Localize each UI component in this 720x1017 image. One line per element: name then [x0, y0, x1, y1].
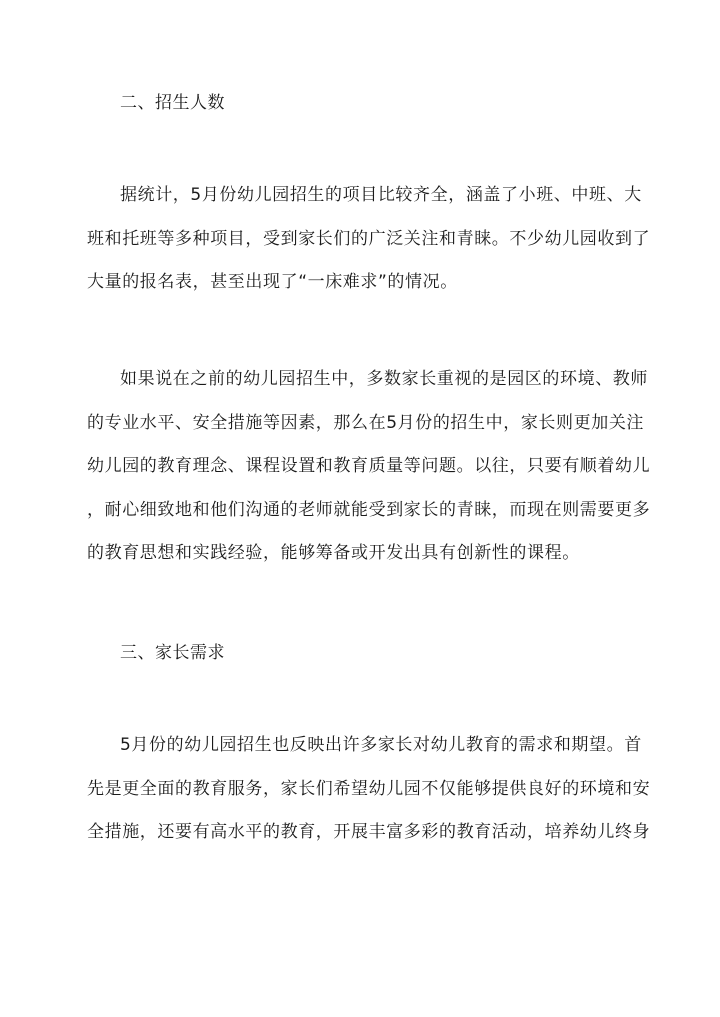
- paragraph-line: 全措施，还要有高水平的教育，开展丰富多彩的教育活动，培养幼儿终身: [87, 822, 651, 842]
- paragraph-line: 5月份的幼儿园招生也反映出许多家长对幼儿教育的需求和期望。首: [120, 735, 642, 755]
- section-heading-parent-needs: 三、家长需求: [120, 643, 225, 663]
- section-heading-enrollment: 二、招生人数: [120, 93, 225, 113]
- paragraph-line: 大量的报名表，甚至出现了“一床难求”的情况。: [87, 272, 458, 292]
- paragraph-line: ，耐心细致地和他们沟通的老师就能受到家长的青睐，而现在则需要更多: [87, 500, 651, 520]
- paragraph-line: 的专业水平、安全措施等因素，那么在5月份的招生中，家长则更加关注: [87, 413, 645, 433]
- paragraph-line: 如果说在之前的幼儿园招生中，多数家长重视的是园区的环境、教师: [120, 369, 648, 389]
- paragraph-line: 先是更全面的教育服务，家长们希望幼儿园不仅能够提供良好的环境和安: [87, 779, 651, 799]
- paragraph-line: 的教育思想和实践经验，能够筹备或开发出具有创新性的课程。: [87, 543, 580, 563]
- paragraph-line: 幼儿园的教育理念、课程设置和教育质量等问题。以往，只要有顺着幼儿: [87, 456, 651, 476]
- paragraph-line: 班和托班等多种项目，受到家长们的广泛关注和青睐。不少幼儿园收到了: [87, 229, 651, 249]
- paragraph-line: 据统计，5月份幼儿园招生的项目比较齐全，涵盖了小班、中班、大: [120, 185, 642, 205]
